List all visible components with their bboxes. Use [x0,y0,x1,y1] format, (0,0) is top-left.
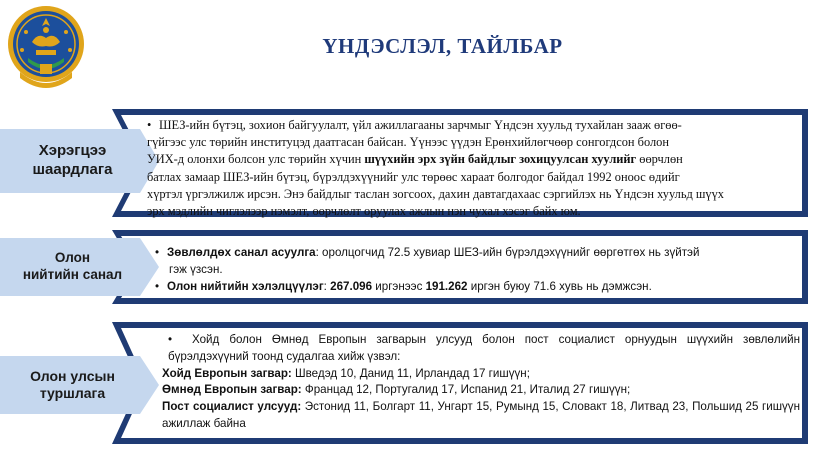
section-public-opinion [0,226,825,308]
section-international-label: Олон улсын туршлага [30,367,115,401]
section-necessity [0,103,825,223]
section-international-text: • Хойд болон Өмнөд Европын загварын улсууд болон пост социалист орнуудын шүүхийн зөвлөлийн бүрэлдэхүүний тоонд судалгаа хийж үзвэл: Хойд Европын загвар: Шведэд 10, Данид 11, Ирландад 17 гишүүн; Өмнөд Европын загвар: Францад 12, Португалид 17, Испанид 21, Италид 27 гишүүн; Пост социалист улсууд: Эстонид 11, Болгарт 11, Унгарт 15, Румынд 15, Словакт 18, Литвад 23, Польшид 25 гишүүн ажиллаж байна [162,333,801,430]
page-title: ҮНДЭСЛЭЛ, ТАЙЛБАР [322,34,563,58]
section-public-opinion-label: Олон нийтийн санал [22,250,123,282]
section-necessity-text: • ШЕЗ-ийн бүтэц, зохион байгуулалт, үйл ажиллагааны зарчмыг Үндсэн хуульд тухайлан зааж өгөө- гүйгээс улс төрийн институцэд даатгасан байсан. Үүнээс үүдэн Ерөнхийлөгчөөр сонгогдсон болон УИХ-д олонхи болсон улс төрийн хүчин шүүхийн эрх зүйн байдлыг зохицуулсан хуулийг өөрчлөн батлах замаар ШЕЗ-ийн бүтэц, бүрэлдэхүүнийг улс төрөөс хараат болгодог байдал 1992 оноос өдийг хүртэл үргэлжилж ирсэн. Энэ байдлыг таслан зогсоох, дахин давтагдахаас сэргийлэх нь Үндсэн хуульд шүүх эрх мэдлийн чиглэлээр нэмэлт, өөрчлөлт оруулах ажлын нэн чухал хэсэг байх юм. [147,118,725,219]
section-public-opinion-text: • Зөвлөлдөх санал асуулга: оролцогчид 72.5 хувиар ШЕЗ-ийн бүрэлдэхүүнийг өөргөтгөх нь зүйтэй гэж үзсэн. • Олон нийтийн хэлэлцүүлэг: 267.096 иргэнээс 191.262 иргэн буюу 71.6 хувь нь дэмжсэн. [155,246,700,293]
section-necessity-label: Хэрэгцээ шаардлага [32,142,113,178]
section-international [0,318,825,448]
